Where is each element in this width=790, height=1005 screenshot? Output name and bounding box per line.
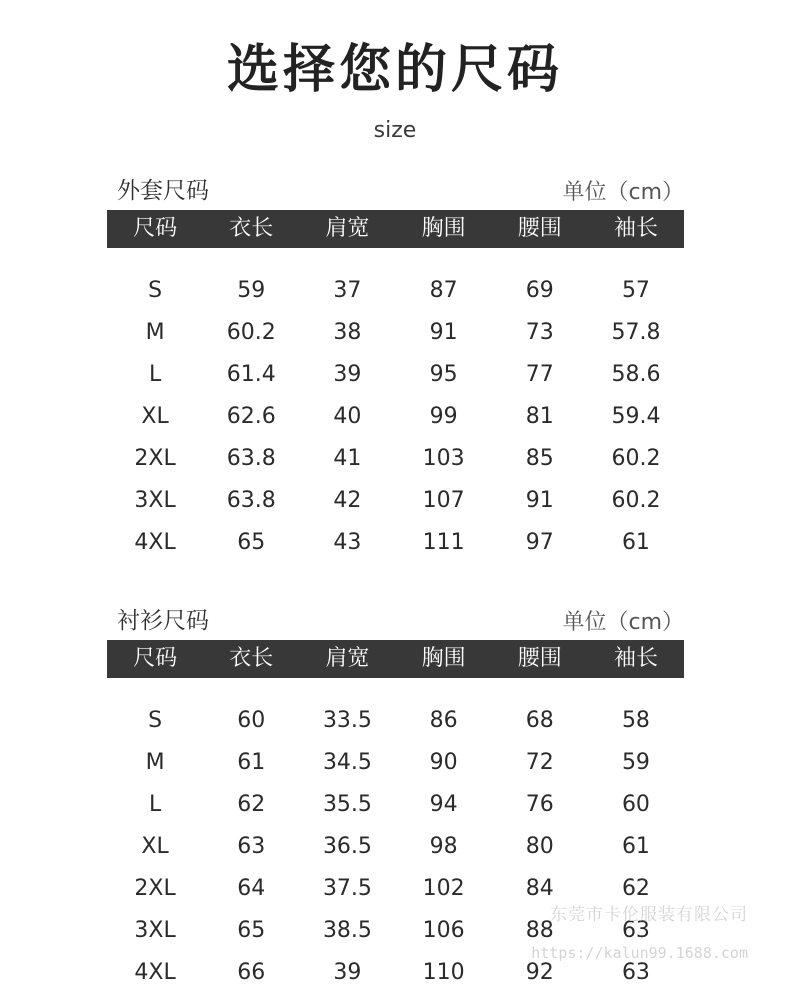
size-cell: L <box>148 792 162 817</box>
jacket-size-table <box>107 176 684 564</box>
column-header: 肩宽 <box>325 216 370 241</box>
table-cell: 40 <box>333 404 362 429</box>
size-cell: XL <box>141 404 169 429</box>
table-cell: 92 <box>525 960 554 985</box>
table-cell: 97 <box>525 530 554 555</box>
table-cell: 61 <box>237 750 266 775</box>
size-cell: 3XL <box>134 918 176 943</box>
table-cell: 77 <box>525 362 554 387</box>
watermark-company: 东莞市卡伦服装有限公司 <box>550 905 748 925</box>
table-cell: 63.8 <box>226 446 276 471</box>
table-cell: 60.2 <box>611 488 661 513</box>
table-cell: 107 <box>422 488 465 513</box>
page-title: 选择您的尺码 <box>226 39 563 100</box>
column-header: 衣长 <box>229 216 274 241</box>
table-cell: 42 <box>333 488 362 513</box>
table-cell: 91 <box>525 488 554 513</box>
table-row <box>107 396 684 438</box>
table-cell: 38 <box>333 320 362 345</box>
shirt-size-table <box>107 606 684 994</box>
table-cell: 106 <box>422 918 465 943</box>
size-cell: M <box>145 320 165 345</box>
section-header <box>107 176 684 210</box>
table-cell: 63 <box>237 834 266 859</box>
table-cell: 99 <box>429 404 458 429</box>
table-cell: 98 <box>429 834 458 859</box>
table-cell: 37 <box>333 278 362 303</box>
table-cell: 62 <box>237 792 266 817</box>
table-cell: 59 <box>621 750 650 775</box>
size-cell: S <box>148 278 163 303</box>
table-cell: 60.2 <box>611 446 661 471</box>
table-cell: 58.6 <box>611 362 661 387</box>
table-cell: 65 <box>237 530 266 555</box>
size-cell: 2XL <box>134 876 176 901</box>
table-row <box>107 700 684 742</box>
column-header: 尺码 <box>133 646 178 671</box>
table-cell: 91 <box>429 320 458 345</box>
table-cell: 62.6 <box>226 404 276 429</box>
table-cell: 39 <box>333 960 362 985</box>
table-cell: 90 <box>429 750 458 775</box>
table-body <box>107 270 684 564</box>
table-cell: 59.4 <box>611 404 661 429</box>
table-cell: 41 <box>333 446 362 471</box>
table-cell: 60 <box>237 708 266 733</box>
table-cell: 76 <box>525 792 554 817</box>
size-cell: 4XL <box>134 530 176 555</box>
table-row <box>107 354 684 396</box>
table-cell: 63.8 <box>226 488 276 513</box>
section-title: 衬衫尺码 <box>117 608 209 634</box>
column-header: 肩宽 <box>325 646 370 671</box>
table-cell: 73 <box>525 320 554 345</box>
column-header: 腰围 <box>517 646 562 671</box>
section-header <box>107 606 684 640</box>
page-subtitle: size <box>373 118 417 143</box>
table-cell: 60.2 <box>226 320 276 345</box>
table-cell: 61.4 <box>226 362 276 387</box>
table-cell: 59 <box>237 278 266 303</box>
table-cell: 66 <box>237 960 266 985</box>
unit-label: 单位（cm） <box>562 610 684 635</box>
table-cell: 57.8 <box>611 320 661 345</box>
table-cell: 65 <box>237 918 266 943</box>
table-cell: 69 <box>525 278 554 303</box>
table-header-bar <box>107 210 684 248</box>
table-cell: 38.5 <box>322 918 372 943</box>
table-cell: 34.5 <box>322 750 372 775</box>
table-cell: 61 <box>621 530 650 555</box>
table-row <box>107 270 684 312</box>
table-cell: 80 <box>525 834 554 859</box>
table-row <box>107 480 684 522</box>
table-cell: 110 <box>422 960 465 985</box>
size-cell: 2XL <box>134 446 176 471</box>
table-cell: 85 <box>525 446 554 471</box>
table-cell: 111 <box>422 530 465 555</box>
table-row <box>107 522 684 564</box>
watermark-url: https://kalun99.1688.com <box>531 944 748 962</box>
table-cell: 36.5 <box>322 834 372 859</box>
size-cell: S <box>148 708 163 733</box>
table-cell: 68 <box>525 708 554 733</box>
table-cell: 64 <box>237 876 266 901</box>
table-row <box>107 312 684 354</box>
column-header: 胸围 <box>421 646 466 671</box>
table-cell: 62 <box>621 876 650 901</box>
column-header: 胸围 <box>421 216 466 241</box>
table-header-bar <box>107 640 684 678</box>
table-cell: 35.5 <box>322 792 372 817</box>
table-cell: 102 <box>422 876 465 901</box>
column-header: 袖长 <box>613 216 658 241</box>
size-cell: L <box>148 362 162 387</box>
table-cell: 58 <box>621 708 650 733</box>
table-row <box>107 826 684 868</box>
table-cell: 57 <box>621 278 650 303</box>
table-row <box>107 784 684 826</box>
size-cell: 3XL <box>134 488 176 513</box>
column-header: 腰围 <box>517 216 562 241</box>
table-cell: 95 <box>429 362 458 387</box>
size-cell: 4XL <box>134 960 176 985</box>
table-row <box>107 742 684 784</box>
table-cell: 39 <box>333 362 362 387</box>
table-cell: 81 <box>525 404 554 429</box>
table-cell: 63 <box>621 960 650 985</box>
table-cell: 72 <box>525 750 554 775</box>
table-cell: 94 <box>429 792 458 817</box>
table-row <box>107 438 684 480</box>
table-cell: 63 <box>621 918 650 943</box>
column-header: 衣长 <box>229 646 274 671</box>
table-cell: 103 <box>422 446 465 471</box>
table-cell: 86 <box>429 708 458 733</box>
table-cell: 87 <box>429 278 458 303</box>
table-cell: 60 <box>621 792 650 817</box>
table-cell: 37.5 <box>322 876 372 901</box>
table-cell: 61 <box>621 834 650 859</box>
size-cell: XL <box>141 834 169 859</box>
table-cell: 84 <box>525 876 554 901</box>
column-header: 尺码 <box>133 216 178 241</box>
table-cell: 43 <box>333 530 362 555</box>
unit-label: 单位（cm） <box>562 180 684 205</box>
table-cell: 33.5 <box>322 708 372 733</box>
table-cell: 88 <box>525 918 554 943</box>
column-header: 袖长 <box>613 646 658 671</box>
section-title: 外套尺码 <box>117 178 209 204</box>
size-cell: M <box>145 750 165 775</box>
